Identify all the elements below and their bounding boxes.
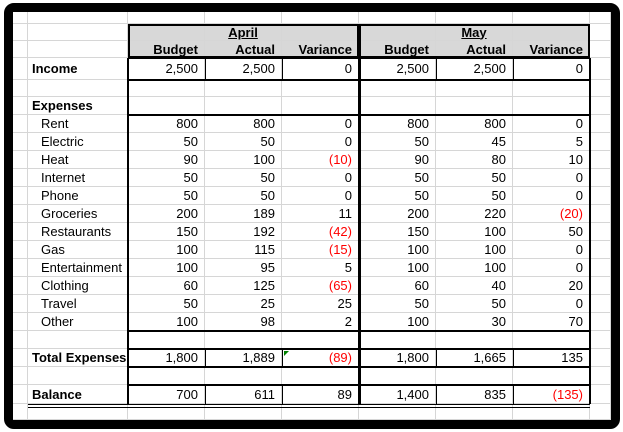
cell-empty xyxy=(436,97,513,115)
cell-empty xyxy=(13,313,28,331)
cell-empty xyxy=(513,97,590,115)
cell-income-april-actual[interactable]: 2,500 xyxy=(205,58,282,80)
cell-empty xyxy=(282,12,359,24)
cell-empty xyxy=(590,41,611,58)
cell-phone-may-actual[interactable]: 50 xyxy=(436,187,513,205)
cell-empty xyxy=(28,331,128,349)
cell-travel-april-budget[interactable]: 50 xyxy=(128,295,205,313)
cell-empty xyxy=(28,80,128,97)
cell-other-may-budget[interactable]: 100 xyxy=(359,313,436,331)
cell-other-april-budget[interactable]: 100 xyxy=(128,313,205,331)
cell-empty xyxy=(13,367,28,385)
row-label-phone[interactable]: Phone xyxy=(28,187,128,205)
cell-heat-may-variance[interactable]: 10 xyxy=(513,151,590,169)
row-label-groceries[interactable]: Groceries xyxy=(28,205,128,223)
cell-empty xyxy=(205,12,282,24)
cell-internet-april-budget[interactable]: 50 xyxy=(128,169,205,187)
cell-empty xyxy=(28,404,128,420)
month-header-may[interactable]: May xyxy=(436,24,513,41)
cell-total-expenses-april-actual[interactable]: 1,889 xyxy=(205,349,282,367)
cell-total-expenses-april-budget[interactable]: 1,800 xyxy=(128,349,205,367)
cell-travel-may-variance[interactable]: 0 xyxy=(513,295,590,313)
cell-empty xyxy=(13,223,28,241)
cell-empty xyxy=(28,41,128,58)
cell-groceries-april-budget[interactable]: 200 xyxy=(128,205,205,223)
col-header-april-variance[interactable]: Variance xyxy=(282,41,359,58)
cell-rent-april-actual[interactable]: 800 xyxy=(205,115,282,133)
cell-clothing-april-budget[interactable]: 60 xyxy=(128,277,205,295)
cell-total-expenses-may-variance[interactable]: 135 xyxy=(513,349,590,367)
cell-empty xyxy=(513,80,590,97)
row-label-electric[interactable]: Electric xyxy=(28,133,128,151)
cell-rent-april-variance[interactable]: 0 xyxy=(282,115,359,133)
row-label-other[interactable]: Other xyxy=(28,313,128,331)
cell-empty xyxy=(13,80,28,97)
cell-empty xyxy=(128,80,205,97)
cell-gas-may-actual[interactable]: 100 xyxy=(436,241,513,259)
cell-groceries-april-variance[interactable]: 11 xyxy=(282,205,359,223)
cell-gas-april-actual[interactable]: 115 xyxy=(205,241,282,259)
cell-restaurants-may-budget[interactable]: 150 xyxy=(359,223,436,241)
row-label-income[interactable]: Income xyxy=(28,58,128,80)
cell-empty xyxy=(128,97,205,115)
cell-entertainment-april-variance[interactable]: 5 xyxy=(282,259,359,277)
cell-heat-may-actual[interactable]: 80 xyxy=(436,151,513,169)
window-frame xyxy=(4,3,620,429)
cell-empty xyxy=(13,187,28,205)
cell-empty xyxy=(282,80,359,97)
cell-empty xyxy=(436,80,513,97)
cell-empty xyxy=(359,80,436,97)
col-header-may-actual[interactable]: Actual xyxy=(436,41,513,58)
cell-empty xyxy=(590,133,611,151)
cell-balance-april-actual[interactable]: 611 xyxy=(205,385,282,404)
cell-clothing-april-actual[interactable]: 125 xyxy=(205,277,282,295)
cell-entertainment-april-actual[interactable]: 95 xyxy=(205,259,282,277)
cell-empty xyxy=(13,97,28,115)
cell-empty xyxy=(205,331,282,349)
cell-electric-april-variance[interactable]: 0 xyxy=(282,133,359,151)
cell-empty xyxy=(436,331,513,349)
cell-other-april-actual[interactable]: 98 xyxy=(205,313,282,331)
cell-empty xyxy=(13,385,28,404)
cell-empty xyxy=(13,205,28,223)
row-label-rent[interactable]: Rent xyxy=(28,115,128,133)
cell-empty xyxy=(513,12,590,24)
cell-heat-april-variance[interactable]: (10) xyxy=(282,151,359,169)
cell-gas-april-variance[interactable]: (15) xyxy=(282,241,359,259)
cell-empty xyxy=(282,367,359,385)
row-label-expenses[interactable]: Expenses xyxy=(28,97,128,115)
cell-clothing-april-variance[interactable]: (65) xyxy=(282,277,359,295)
cell-rent-may-actual[interactable]: 800 xyxy=(436,115,513,133)
cell-empty xyxy=(590,295,611,313)
cell-empty xyxy=(13,115,28,133)
cell-total-expenses-may-budget[interactable]: 1,800 xyxy=(359,349,436,367)
cell-empty xyxy=(13,24,28,41)
cell-empty xyxy=(28,12,128,24)
cell-empty xyxy=(128,12,205,24)
cell-clothing-may-budget[interactable]: 60 xyxy=(359,277,436,295)
cell-empty xyxy=(205,404,282,420)
cell-empty xyxy=(28,367,128,385)
cell-empty xyxy=(359,12,436,24)
cell-balance-may-actual[interactable]: 835 xyxy=(436,385,513,404)
cell-internet-april-actual[interactable]: 50 xyxy=(205,169,282,187)
cell-rent-may-budget[interactable]: 800 xyxy=(359,115,436,133)
cell-internet-may-variance[interactable]: 0 xyxy=(513,169,590,187)
cell-groceries-may-budget[interactable]: 200 xyxy=(359,205,436,223)
cell-internet-may-actual[interactable]: 50 xyxy=(436,169,513,187)
cell-empty xyxy=(590,385,611,404)
cell-empty xyxy=(13,295,28,313)
cell-phone-april-actual[interactable]: 50 xyxy=(205,187,282,205)
cell-empty xyxy=(13,241,28,259)
cell-electric-april-actual[interactable]: 50 xyxy=(205,133,282,151)
cell-income-may-variance[interactable]: 0 xyxy=(513,58,590,80)
cell-empty xyxy=(205,80,282,97)
cell-heat-april-actual[interactable]: 100 xyxy=(205,151,282,169)
cell-empty xyxy=(205,97,282,115)
cell-phone-april-budget[interactable]: 50 xyxy=(128,187,205,205)
row-label-travel[interactable]: Travel xyxy=(28,295,128,313)
cell-electric-may-budget[interactable]: 50 xyxy=(359,133,436,151)
row-label-entertainment[interactable]: Entertainment xyxy=(28,259,128,277)
cell-travel-may-actual[interactable]: 50 xyxy=(436,295,513,313)
cell-empty xyxy=(205,367,282,385)
cell-phone-may-budget[interactable]: 50 xyxy=(359,187,436,205)
cell-income-april-variance[interactable]: 0 xyxy=(282,58,359,80)
cell-balance-may-budget[interactable]: 1,400 xyxy=(359,385,436,404)
cell-empty xyxy=(590,80,611,97)
cell-empty xyxy=(128,367,205,385)
cell-groceries-may-variance[interactable]: (20) xyxy=(513,205,590,223)
cell-empty xyxy=(590,404,611,420)
cell-empty xyxy=(590,349,611,367)
col-header-april-budget[interactable]: Budget xyxy=(128,41,205,58)
cell-empty xyxy=(590,277,611,295)
cell-electric-april-budget[interactable]: 50 xyxy=(128,133,205,151)
cell-empty xyxy=(359,404,436,420)
row-label-internet[interactable]: Internet xyxy=(28,169,128,187)
cell-travel-april-actual[interactable]: 25 xyxy=(205,295,282,313)
cell-empty xyxy=(436,12,513,24)
cell-gas-may-variance[interactable]: 0 xyxy=(513,241,590,259)
cell-empty xyxy=(590,259,611,277)
cell-empty xyxy=(359,331,436,349)
cell-empty xyxy=(13,151,28,169)
cell-empty xyxy=(13,12,28,24)
cell-total-expenses-may-actual[interactable]: 1,665 xyxy=(436,349,513,367)
row-label-restaurants[interactable]: Restaurants xyxy=(28,223,128,241)
cell-internet-april-variance[interactable]: 0 xyxy=(282,169,359,187)
cell-electric-may-variance[interactable]: 5 xyxy=(513,133,590,151)
cell-empty xyxy=(513,24,590,41)
col-header-april-actual[interactable]: Actual xyxy=(205,41,282,58)
cell-empty xyxy=(13,404,28,420)
cell-empty xyxy=(359,24,436,41)
cell-phone-april-variance[interactable]: 0 xyxy=(282,187,359,205)
cell-empty xyxy=(359,97,436,115)
cell-electric-may-actual[interactable]: 45 xyxy=(436,133,513,151)
cell-empty xyxy=(13,41,28,58)
cell-travel-may-budget[interactable]: 50 xyxy=(359,295,436,313)
cell-empty xyxy=(13,58,28,80)
cell-restaurants-may-actual[interactable]: 100 xyxy=(436,223,513,241)
cell-income-may-budget[interactable]: 2,500 xyxy=(359,58,436,80)
cell-empty xyxy=(28,24,128,41)
cell-empty xyxy=(513,367,590,385)
cell-restaurants-april-variance[interactable]: (42) xyxy=(282,223,359,241)
cell-balance-april-budget[interactable]: 700 xyxy=(128,385,205,404)
cell-entertainment-may-budget[interactable]: 100 xyxy=(359,259,436,277)
cell-restaurants-april-budget[interactable]: 150 xyxy=(128,223,205,241)
row-label-total-expenses[interactable]: Total Expenses xyxy=(28,349,128,367)
cell-empty xyxy=(128,331,205,349)
cell-empty xyxy=(590,205,611,223)
col-header-may-budget[interactable]: Budget xyxy=(359,41,436,58)
cell-empty xyxy=(513,404,590,420)
row-label-gas[interactable]: Gas xyxy=(28,241,128,259)
cell-balance-may-variance[interactable]: (135) xyxy=(513,385,590,404)
cell-empty xyxy=(590,223,611,241)
cell-empty xyxy=(590,187,611,205)
month-header-april[interactable]: April xyxy=(205,24,282,41)
cell-travel-april-variance[interactable]: 25 xyxy=(282,295,359,313)
col-header-may-variance[interactable]: Variance xyxy=(513,41,590,58)
cell-gas-april-budget[interactable]: 100 xyxy=(128,241,205,259)
cell-empty xyxy=(590,313,611,331)
cell-rent-april-budget[interactable]: 800 xyxy=(128,115,205,133)
cell-empty xyxy=(282,24,359,41)
cell-gas-may-budget[interactable]: 100 xyxy=(359,241,436,259)
cell-heat-may-budget[interactable]: 90 xyxy=(359,151,436,169)
cell-total-expenses-april-variance[interactable]: (89) xyxy=(282,349,359,367)
cell-empty xyxy=(13,259,28,277)
cell-empty xyxy=(590,241,611,259)
cell-entertainment-april-budget[interactable]: 100 xyxy=(128,259,205,277)
cell-empty xyxy=(513,331,590,349)
cell-other-april-variance[interactable]: 2 xyxy=(282,313,359,331)
cell-empty xyxy=(13,349,28,367)
cell-empty xyxy=(590,97,611,115)
cell-empty xyxy=(590,58,611,80)
cell-empty xyxy=(13,277,28,295)
cell-empty xyxy=(590,115,611,133)
cell-empty xyxy=(590,12,611,24)
cell-empty xyxy=(282,97,359,115)
cell-internet-may-budget[interactable]: 50 xyxy=(359,169,436,187)
cell-empty xyxy=(359,367,436,385)
cell-restaurants-may-variance[interactable]: 50 xyxy=(513,223,590,241)
cell-empty xyxy=(13,331,28,349)
row-label-clothing[interactable]: Clothing xyxy=(28,277,128,295)
cell-groceries-april-actual[interactable]: 189 xyxy=(205,205,282,223)
cell-heat-april-budget[interactable]: 90 xyxy=(128,151,205,169)
cell-empty xyxy=(282,331,359,349)
cell-empty xyxy=(590,24,611,41)
cell-empty xyxy=(590,367,611,385)
cell-entertainment-may-variance[interactable]: 0 xyxy=(513,259,590,277)
cell-restaurants-april-actual[interactable]: 192 xyxy=(205,223,282,241)
cell-balance-april-variance[interactable]: 89 xyxy=(282,385,359,404)
cell-empty xyxy=(590,331,611,349)
cell-phone-may-variance[interactable]: 0 xyxy=(513,187,590,205)
cell-entertainment-may-actual[interactable]: 100 xyxy=(436,259,513,277)
cell-other-may-actual[interactable]: 30 xyxy=(436,313,513,331)
cell-empty xyxy=(436,367,513,385)
cell-income-april-budget[interactable]: 2,500 xyxy=(128,58,205,80)
cell-clothing-may-variance[interactable]: 20 xyxy=(513,277,590,295)
cell-empty xyxy=(590,151,611,169)
cell-groceries-may-actual[interactable]: 220 xyxy=(436,205,513,223)
spreadsheet-grid xyxy=(13,12,611,420)
cell-empty xyxy=(13,133,28,151)
cell-empty xyxy=(282,404,359,420)
row-label-heat[interactable]: Heat xyxy=(28,151,128,169)
cell-empty xyxy=(128,404,205,420)
cell-other-may-variance[interactable]: 70 xyxy=(513,313,590,331)
cell-rent-may-variance[interactable]: 0 xyxy=(513,115,590,133)
cell-empty xyxy=(590,169,611,187)
cell-clothing-may-actual[interactable]: 40 xyxy=(436,277,513,295)
cell-empty xyxy=(13,169,28,187)
row-label-balance[interactable]: Balance xyxy=(28,385,128,404)
cell-empty xyxy=(128,24,205,41)
cell-empty xyxy=(436,404,513,420)
cell-income-may-actual[interactable]: 2,500 xyxy=(436,58,513,80)
